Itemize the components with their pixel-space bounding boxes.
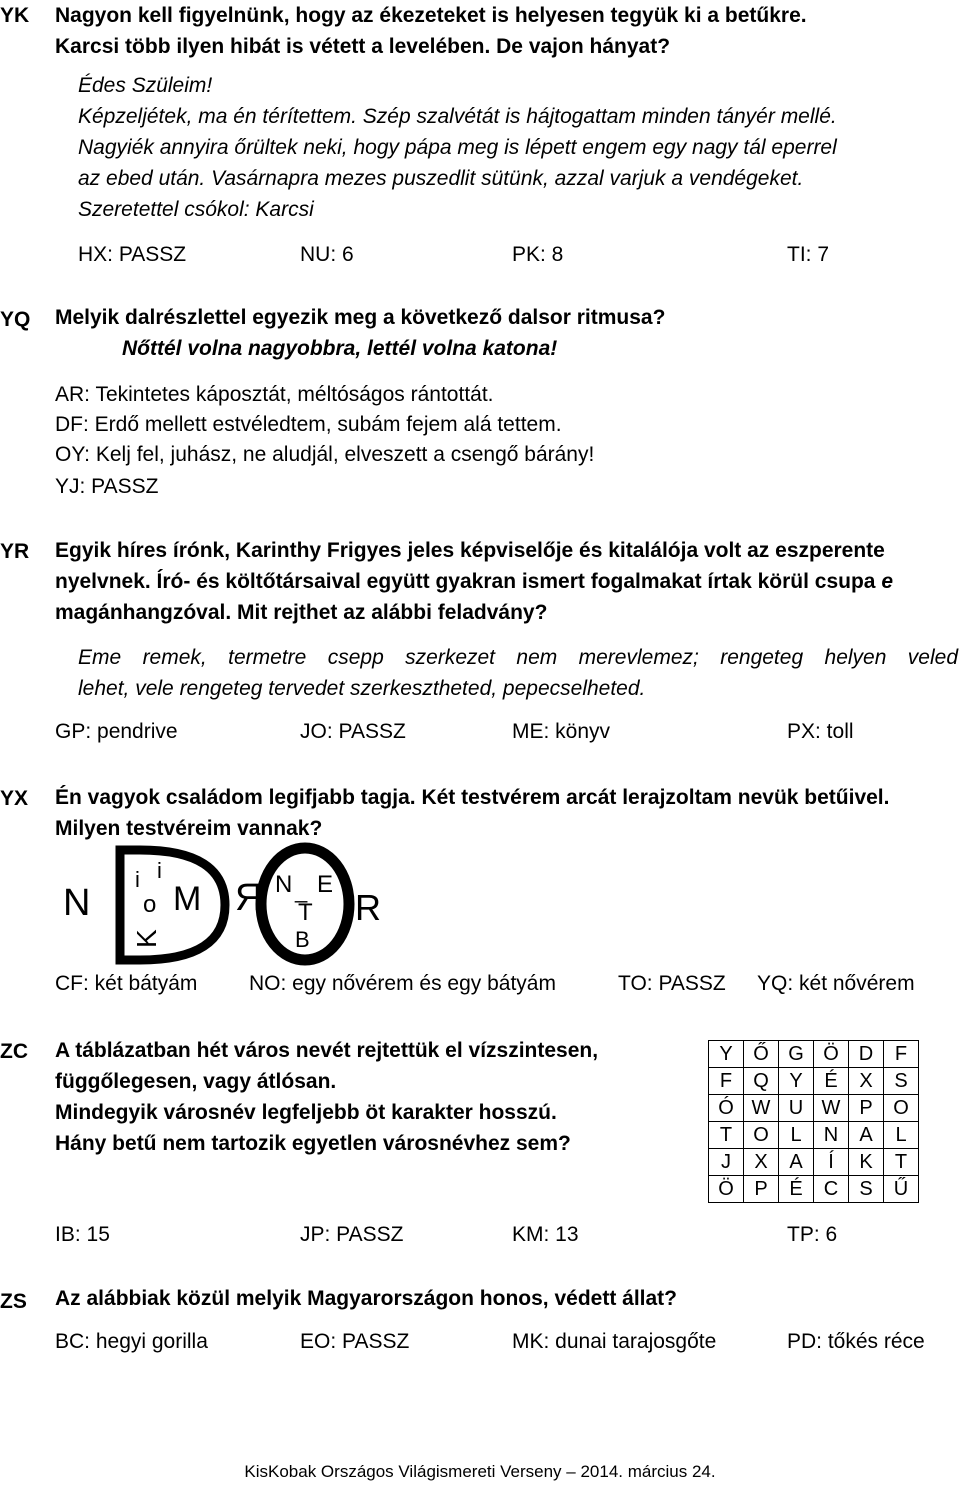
letter-line: Nagyiék annyira őrültek neki, hogy pápa meg is lépett engem egy nagy tál eperrel — [78, 136, 837, 159]
answer-option[interactable]: MK: dunai tarajosgőte — [512, 1330, 717, 1353]
question-yq: Melyik dalrészlettel egyezik meg a következő dalsor ritmusa? — [55, 306, 666, 329]
question-yr — [55, 535, 957, 628]
letter-line: Képzeljétek, ma én térítettem. Szép szalvétát is hájtogattam minden tányér mellé. — [78, 105, 837, 128]
answer-option[interactable]: EO: PASSZ — [300, 1330, 410, 1353]
grid-cell: D — [849, 1041, 884, 1068]
grid-cell: N — [814, 1122, 849, 1149]
grid-cell: Ű — [884, 1176, 919, 1203]
face-1 — [63, 850, 225, 960]
question-code-zs: ZS — [0, 1290, 27, 1313]
grid-cell: Í — [814, 1149, 849, 1176]
grid-cell: S — [849, 1176, 884, 1203]
face-2-eye-left: N — [275, 871, 293, 898]
grid-cell: T — [709, 1122, 744, 1149]
answer-option[interactable]: PD: tőkés réce — [787, 1330, 925, 1353]
answer-option[interactable]: JP: PASSZ — [300, 1223, 404, 1246]
grid-cell: K — [849, 1149, 884, 1176]
grid-cell: É — [814, 1068, 849, 1095]
face-1-left-letter: N — [63, 882, 91, 924]
page-footer: KisKobak Országos Világismereti Verseny – 2014. március 24. — [244, 1462, 716, 1481]
answer-option[interactable]: YJ: PASSZ — [55, 475, 159, 498]
grid-cell: U — [779, 1095, 814, 1122]
grid-cell: C — [814, 1176, 849, 1203]
face-1-right-letter: M — [173, 880, 202, 918]
face-1-eye-left: i — [135, 867, 140, 892]
face-2-right-letter: R — [355, 887, 381, 928]
face-1-eye-right: i — [157, 858, 162, 883]
question-yx — [55, 782, 957, 844]
riddle-text — [78, 642, 958, 704]
grid-cell: T — [884, 1149, 919, 1176]
letter-faces-drawing — [55, 842, 395, 967]
question-yk-line1: Nagyon kell figyelnünk, hogy az ékezeteket is helyesen tegyük ki a betűkre. — [55, 4, 807, 27]
grid-row — [709, 1176, 919, 1203]
letter-line: az ebed után. Vasárnapra mezes puszedlit sütünk, azzal varjuk a vendégeket. — [78, 167, 804, 190]
answer-option[interactable]: DF: Erdő mellett estvéledtem, subám fejem alá tettem. — [55, 413, 562, 436]
grid-cell: É — [779, 1176, 814, 1203]
question-code-yx: YX — [0, 787, 29, 810]
answer-option[interactable]: AR: Tekintetes káposztát, méltóságos rántottát. — [55, 383, 494, 406]
grid-row — [709, 1041, 919, 1068]
question-code-yr: YR — [0, 540, 30, 563]
letter-grid — [708, 1040, 919, 1203]
question-code-zc: ZC — [0, 1040, 28, 1063]
grid-cell: O — [884, 1095, 919, 1122]
grid-cell: F — [884, 1041, 919, 1068]
face-1-mouth: K — [131, 929, 162, 948]
answer-option[interactable]: NU: 6 — [300, 243, 354, 266]
answer-option[interactable]: YQ: két nővérem — [757, 972, 915, 995]
face-2 — [235, 848, 381, 960]
letter-line: Szeretettel csókol: Karcsi — [78, 198, 314, 221]
answer-option[interactable]: NO: egy nővérem és egy bátyám — [249, 972, 556, 995]
grid-cell: O — [744, 1122, 779, 1149]
grid-cell: Ő — [744, 1041, 779, 1068]
grid-cell: Y — [709, 1041, 744, 1068]
face-2-eye-right: E — [317, 871, 334, 898]
face-2-nose: T — [298, 899, 313, 926]
question-yk — [55, 0, 957, 62]
answer-option[interactable]: IB: 15 — [55, 1223, 110, 1246]
answer-option[interactable]: KM: 13 — [512, 1223, 579, 1246]
face-2-brow: _ — [295, 878, 308, 903]
grid-cell: J — [709, 1149, 744, 1176]
question-yx-line1: Én vagyok családom legifjabb tagja. Két testvérem arcát lerajzoltam nevük betűivel. — [55, 786, 890, 809]
answer-option[interactable]: OY: Kelj fel, juhász, ne aludjál, elveszett a csengő bárány! — [55, 443, 595, 466]
grid-cell: X — [849, 1068, 884, 1095]
grid-cell: X — [744, 1149, 779, 1176]
question-yx-line2: Milyen testvéreim vannak? — [55, 817, 323, 840]
grid-row — [709, 1068, 919, 1095]
answer-option[interactable]: BC: hegyi gorilla — [55, 1330, 208, 1353]
answer-option[interactable]: TP: 6 — [787, 1223, 838, 1246]
face-2-mouth: B — [295, 927, 310, 952]
question-yr-line2: nyelvnek. Író- és költőtársaival együtt gyakran ismert fogalmakat írtak körül csupa e — [55, 570, 893, 593]
question-zc-line: függőlegesen, vagy átlósan. — [55, 1070, 337, 1093]
grid-cell: A — [779, 1149, 814, 1176]
grid-cell: L — [779, 1122, 814, 1149]
grid-row — [709, 1122, 919, 1149]
question-zs: Az alábbiak közül melyik Magyarországon honos, védett állat? — [55, 1287, 677, 1310]
question-zc-line: Hány betű nem tartozik egyetlen városnévhez sem? — [55, 1132, 571, 1155]
answer-option[interactable]: GP: pendrive — [55, 720, 178, 743]
grid-cell: Q — [744, 1068, 779, 1095]
answer-option[interactable]: PK: 8 — [512, 243, 564, 266]
answer-option[interactable]: JO: PASSZ — [300, 720, 406, 743]
grid-cell: P — [849, 1095, 884, 1122]
grid-cell: A — [849, 1122, 884, 1149]
grid-cell: Ö — [709, 1176, 744, 1203]
grid-cell: L — [884, 1122, 919, 1149]
answer-option[interactable]: TO: PASSZ — [618, 972, 726, 995]
grid-row — [709, 1095, 919, 1122]
grid-cell: F — [709, 1068, 744, 1095]
grid-cell: Y — [779, 1068, 814, 1095]
answer-option[interactable]: ME: könyv — [512, 720, 611, 743]
answer-option[interactable]: PX: toll — [787, 720, 854, 743]
question-yk-line2: Karcsi több ilyen hibát is vétett a levelében. De vajon hányat? — [55, 35, 671, 58]
answer-option[interactable]: TI: 7 — [787, 243, 830, 266]
question-code-yq: YQ — [0, 308, 31, 331]
face-1-nose: o — [143, 891, 157, 918]
grid-cell: S — [884, 1068, 919, 1095]
grid-cell: W — [814, 1095, 849, 1122]
riddle-line2: lehet, vele rengeteg tervedet szerkesztheted, pepecselheted. — [78, 677, 646, 700]
letter-line: Édes Szüleim! — [78, 74, 213, 97]
question-code-yk: YK — [0, 4, 30, 27]
question-zc-line: Mindegyik városnév legfeljebb öt karakter hosszú. — [55, 1101, 557, 1124]
grid-row — [709, 1149, 919, 1176]
answer-option[interactable]: HX: PASSZ — [78, 243, 187, 266]
grid-cell: G — [779, 1041, 814, 1068]
grid-cell: W — [744, 1095, 779, 1122]
song-line: Nőttél volna nagyobbra, lettél volna katona! — [122, 337, 558, 360]
grid-cell: P — [744, 1176, 779, 1203]
question-zc-line: A táblázatban hét város nevét rejtettük el vízszintesen, — [55, 1039, 599, 1062]
answer-option[interactable]: CF: két bátyám — [55, 972, 198, 995]
letter-text — [78, 70, 837, 225]
grid-cell: Ó — [709, 1095, 744, 1122]
question-yr-line3: magánhangzóval. Mit rejthet az alábbi feladvány? — [55, 601, 548, 624]
riddle-line1: Eme remek, termetre csepp szerkezet nem merevlemez; rengeteg helyen veled — [78, 646, 958, 669]
question-zc — [55, 1035, 598, 1159]
face-2-left-letter: Я — [235, 877, 263, 919]
grid-cell: Ö — [814, 1041, 849, 1068]
question-yr-line1: Egyik híres írónk, Karinthy Frigyes jeles képviselője és kitalálója volt az eszperente — [55, 539, 885, 562]
